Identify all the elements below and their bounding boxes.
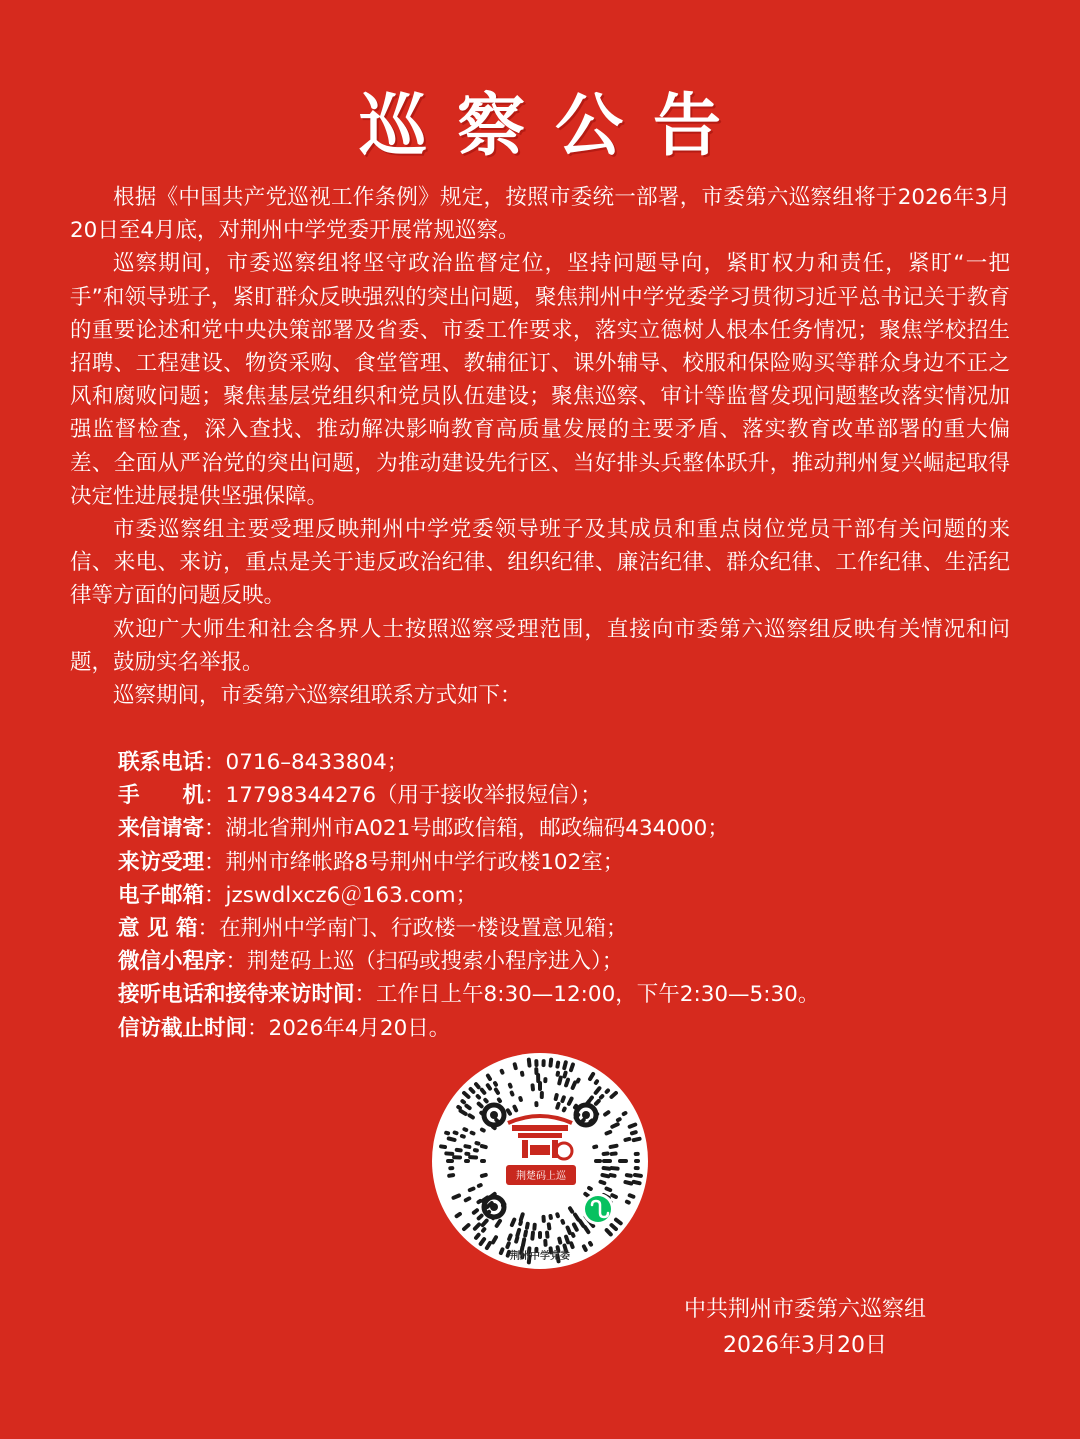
- qr-code-dot: [591, 1098, 592, 1100]
- contact-sep: ：: [204, 783, 226, 809]
- qr-code-dot: [575, 1215, 578, 1220]
- qr-code-dot: [515, 1064, 516, 1068]
- qr-code-dot: [441, 1146, 445, 1147]
- qr-code-dot: [602, 1175, 608, 1176]
- contact-sep: ：: [204, 849, 226, 875]
- paragraph-contact-intro: 巡察期间，市委第六巡察组联系方式如下：: [113, 683, 522, 709]
- qr-code-dot: [566, 1080, 568, 1086]
- qr-code-dot: [514, 1107, 516, 1111]
- qr-code-dot: [607, 1090, 608, 1091]
- contact-sep: ：: [225, 949, 248, 975]
- qr-code-dot: [564, 1062, 566, 1068]
- contact-label: 联系电话: [118, 750, 205, 775]
- qr-code-dot: [457, 1150, 461, 1151]
- contact-miniprogram: [118, 945, 1018, 978]
- qr-code-dot: [482, 1130, 484, 1131]
- qr-code-dot: [462, 1136, 464, 1137]
- qr-code-dot: [601, 1096, 602, 1097]
- paragraph-scope: 市委巡察组主要受理反映荆州中学党委领导班子及其成员和重点岗位党员干部有关问题的来信、来电、来访，重点是关于违反政治纪律、组织纪律、廉洁纪律、群众纪律、工作纪律、生活纪律等方面的问题反映。: [70, 517, 1010, 609]
- contact-label: 手 机: [118, 783, 205, 809]
- qr-code-dot: [562, 1221, 563, 1223]
- qr-code-dot: [585, 1227, 588, 1232]
- contact-email: [118, 879, 1018, 912]
- qr-finder-dot: [490, 1111, 498, 1119]
- contact-value: jzswdlxcz6＠163.com；: [225, 882, 478, 908]
- contact-value: 0716–8433804；: [225, 750, 409, 775]
- contact-sep: ：: [204, 816, 226, 842]
- qr-code-dot: [604, 1168, 610, 1169]
- contact-deadline: [118, 1012, 1018, 1045]
- qr-code-dot: [485, 1100, 486, 1101]
- qr-code-dot: [517, 1230, 519, 1236]
- contact-value: 工作日上午8:30—12:00，下午2:30—5:30。: [376, 982, 820, 1008]
- qr-code-dot: [512, 1220, 514, 1225]
- qr-code-dot: [466, 1198, 470, 1200]
- contact-value: 2026年4月20日。: [268, 1015, 451, 1041]
- wechat-miniprogram-icon: [582, 1193, 614, 1225]
- qr-code-dot: [590, 1074, 593, 1079]
- qr-code-dot: [612, 1195, 616, 1197]
- paragraph-focus: 巡察期间，市委巡察组将坚守政治监督定位，坚持问题导向，紧盯权力和责任，紧盯“一把手”和领导班子，紧盯群众反映强烈的突出问题，聚焦荆州中学党委学习贯彻习近平总书记关于教育的重要论述和党中央决策部署及省委、市委工作要求，落实立德树人根本任务情况；聚焦学校招生招聘、工程建设、物资采购、食堂管理、教辅征订、课外辅导、校服和保险购买等群众身边不正之风和腐败问题；聚焦基层党组织和党员队伍建设；聚焦巡察、审计等监督发现问题整改落实情况加强监督检查，深入查找、推动解决影响教育高质量发展的主要矛盾、落实教育改革部署的重大偏差、全面从严治党的突出问题，为推动建设先行区、当好排头兵整体跃升，推动荆州复兴崛起取得决定性进展提供坚强保障。: [70, 251, 1010, 509]
- qr-logo-text: 荆楚码上巡: [516, 1171, 566, 1182]
- qr-code-dot: [635, 1175, 641, 1176]
- qr-code-dot: [495, 1083, 496, 1085]
- qr-code-dot: [499, 1099, 500, 1101]
- contact-mobile: [118, 779, 1018, 812]
- qr-code-dot: [625, 1182, 631, 1183]
- qr-code-dot: [449, 1175, 453, 1176]
- qr-code-dot: [521, 1214, 523, 1220]
- contact-value: 荆州市绛帐路8号荆州中学行政楼102室；: [225, 849, 625, 875]
- qr-code-dot: [630, 1125, 636, 1127]
- qr-code-dot: [574, 1224, 577, 1229]
- qr-code-dot: [575, 1106, 576, 1108]
- qr-code-dot: [481, 1239, 484, 1244]
- qr-code-dot: [556, 1095, 557, 1099]
- qr-code-dot: [569, 1099, 572, 1104]
- qr-code-dot: [525, 1232, 526, 1236]
- contact-sep: ：: [197, 916, 219, 942]
- qr-code-dot: [630, 1195, 634, 1196]
- contact-label: 电子邮箱: [118, 882, 205, 908]
- contact-value: 荆楚码上巡（扫码或搜索小程序进入）；: [247, 949, 624, 975]
- qr-code-dot: [557, 1214, 558, 1216]
- paragraph-intro: 根据《中国共产党巡视工作条例》规定，按照市委统一部署，市委第六巡察组将于2026年3月20日至4月底，对荆州中学党委开展常规巡察。: [70, 185, 1010, 244]
- contact-label: 信访截止时间: [118, 1015, 248, 1041]
- qr-code-dot: [627, 1175, 631, 1176]
- contact-sep: ：: [354, 982, 377, 1008]
- contact-mail: [118, 812, 1018, 845]
- qr-code-dot: [564, 1109, 565, 1111]
- notice-body: [70, 181, 1010, 712]
- qr-code-dot: [557, 1104, 558, 1108]
- qr-code-dot: [570, 1208, 572, 1211]
- qr-code-dot: [520, 1098, 521, 1100]
- qr-code-dot: [573, 1082, 575, 1087]
- qr-code-dot: [627, 1202, 629, 1203]
- contact-sep: ：: [247, 1015, 269, 1041]
- qr-code-dot: [532, 1233, 533, 1239]
- qr-code-dot: [482, 1146, 486, 1147]
- qr-code-dot: [520, 1222, 521, 1224]
- qr-code-dot: [479, 1185, 481, 1186]
- paragraph-welcome: 欢迎广大师生和社会各界人士按照巡察受理范围，直接向市委第六巡察组反映有关情况和问题，鼓励实名举报。: [70, 616, 1010, 675]
- qr-code-dot: [474, 1210, 477, 1212]
- qr-code-dot: [624, 1113, 626, 1114]
- signature-date: 2026年3月20日: [723, 1333, 887, 1358]
- qr-code-dot: [461, 1111, 466, 1114]
- contact-value: 17798344276（用于接收举报短信）；: [225, 783, 602, 809]
- qr-code-dot: [476, 1084, 479, 1087]
- qr-code-dot: [557, 1063, 558, 1067]
- contact-label: 接听电话和接待来访时间: [118, 982, 355, 1008]
- qr-code-dot: [510, 1085, 511, 1087]
- signature-org: 中共荆州市委第六巡察组: [683, 1297, 926, 1322]
- contact-value: 湖北省荆州市A021号邮政信箱，邮政编码434000；: [225, 816, 729, 842]
- qr-code-dot: [523, 1239, 524, 1245]
- qr-code-dot: [470, 1189, 474, 1191]
- qr-code-dot: [568, 1228, 570, 1234]
- qr-code-dot: [478, 1096, 479, 1097]
- qr-code-dot: [482, 1090, 485, 1093]
- qr-code-dot: [457, 1214, 460, 1216]
- contact-phone: [118, 746, 1018, 779]
- qr-code-dot: [559, 1239, 560, 1243]
- qr-code-dot: [497, 1221, 500, 1226]
- qr-code-dot: [596, 1081, 597, 1083]
- qr-code-dot: [509, 1235, 510, 1239]
- qr-code-dot: [470, 1115, 473, 1117]
- contact-label: 微信小程序: [118, 949, 226, 975]
- qr-code-dot: [455, 1132, 457, 1133]
- qr-code-dot: [573, 1234, 574, 1236]
- qr-code-dot: [476, 1143, 478, 1144]
- qr-code-dot: [493, 1237, 496, 1242]
- contact-suggestion-box: [118, 912, 1018, 945]
- qr-code-dot: [596, 1101, 599, 1104]
- contact-label: 来访受理: [118, 849, 205, 875]
- qr-code-dot: [482, 1175, 486, 1176]
- qr-code-dot: [612, 1124, 617, 1127]
- qr-code-dot: [580, 1221, 583, 1226]
- qr-caption: 荆州中学党委: [510, 1251, 570, 1262]
- qr-code-dot: [472, 1133, 474, 1134]
- qr-finder-dot: [582, 1111, 590, 1119]
- qr-code-dot: [527, 1224, 528, 1228]
- qr-code-dot: [446, 1133, 448, 1134]
- qr-code-dot: [564, 1073, 565, 1077]
- qr-code-dot: [634, 1139, 640, 1140]
- qr-code-dot: [585, 1194, 588, 1196]
- signature-block: [670, 1292, 940, 1364]
- contact-sep: ：: [204, 882, 226, 908]
- qr-code-dot: [476, 1235, 479, 1238]
- qr-code-dot: [502, 1071, 503, 1073]
- qr-code-dot: [605, 1112, 608, 1114]
- qr-code-dot: [611, 1146, 617, 1147]
- qr-code-dot: [590, 1243, 591, 1245]
- qr-code-dot: [462, 1101, 464, 1102]
- qr-code-dot: [529, 1060, 530, 1066]
- qr-code-dot: [508, 1110, 510, 1113]
- qr-code-dot: [601, 1182, 605, 1183]
- qr-code-dot: [578, 1080, 579, 1082]
- qr-code-dot: [625, 1139, 629, 1140]
- qr-code-dot: [488, 1076, 490, 1079]
- qr-code-dot: [611, 1175, 615, 1176]
- qr-code-dot: [618, 1119, 620, 1120]
- contact-sep: ：: [204, 750, 226, 775]
- qr-code-dot: [464, 1129, 466, 1130]
- qr-code-dot: [516, 1238, 517, 1242]
- qr-code-dot: [549, 1224, 550, 1228]
- contact-visit: [118, 846, 1018, 879]
- qr-code-dot: [612, 1168, 618, 1169]
- qr-code-dot: [454, 1195, 460, 1197]
- qr-code-graphic: [432, 1053, 648, 1269]
- qr-code-dot: [488, 1085, 490, 1088]
- qr-code-dot: [607, 1132, 611, 1134]
- qr-code-dot: [559, 1078, 560, 1084]
- notice-title: 巡察公告: [358, 86, 751, 166]
- qr-code-dot: [566, 1237, 568, 1243]
- qr-code-dot: [479, 1216, 482, 1219]
- qr-code-dot: [571, 1064, 573, 1070]
- qr-code-dot: [471, 1089, 474, 1092]
- qr-code-dot: [550, 1060, 551, 1066]
- qr-code-dot: [449, 1139, 455, 1140]
- contact-label: 来信请寄: [118, 816, 205, 842]
- miniprogram-qr-code[interactable]: [432, 1053, 648, 1269]
- qr-code-dot: [496, 1090, 498, 1093]
- qr-code-dot: [632, 1132, 636, 1133]
- qr-code-dot: [607, 1189, 611, 1191]
- qr-code-dot: [466, 1106, 469, 1108]
- contact-value: 在荆州中学南门、行政楼一楼设置意见箱；: [219, 916, 628, 942]
- qr-code-dot: [562, 1097, 563, 1101]
- qr-code-dot: [483, 1229, 484, 1231]
- contact-label: 意 见 箱: [118, 916, 198, 942]
- qr-code-dot: [589, 1188, 591, 1189]
- qr-code-dot: [458, 1107, 460, 1108]
- qr-code-dot: [634, 1182, 640, 1183]
- qr-code-dot: [512, 1093, 513, 1095]
- qr-finder-dot: [490, 1203, 498, 1211]
- qr-code-dot: [478, 1201, 480, 1202]
- qr-code-dot: [479, 1104, 482, 1107]
- qr-code-dot: [465, 1146, 469, 1147]
- contact-list: [118, 746, 1018, 1045]
- contact-hours: [118, 978, 1018, 1011]
